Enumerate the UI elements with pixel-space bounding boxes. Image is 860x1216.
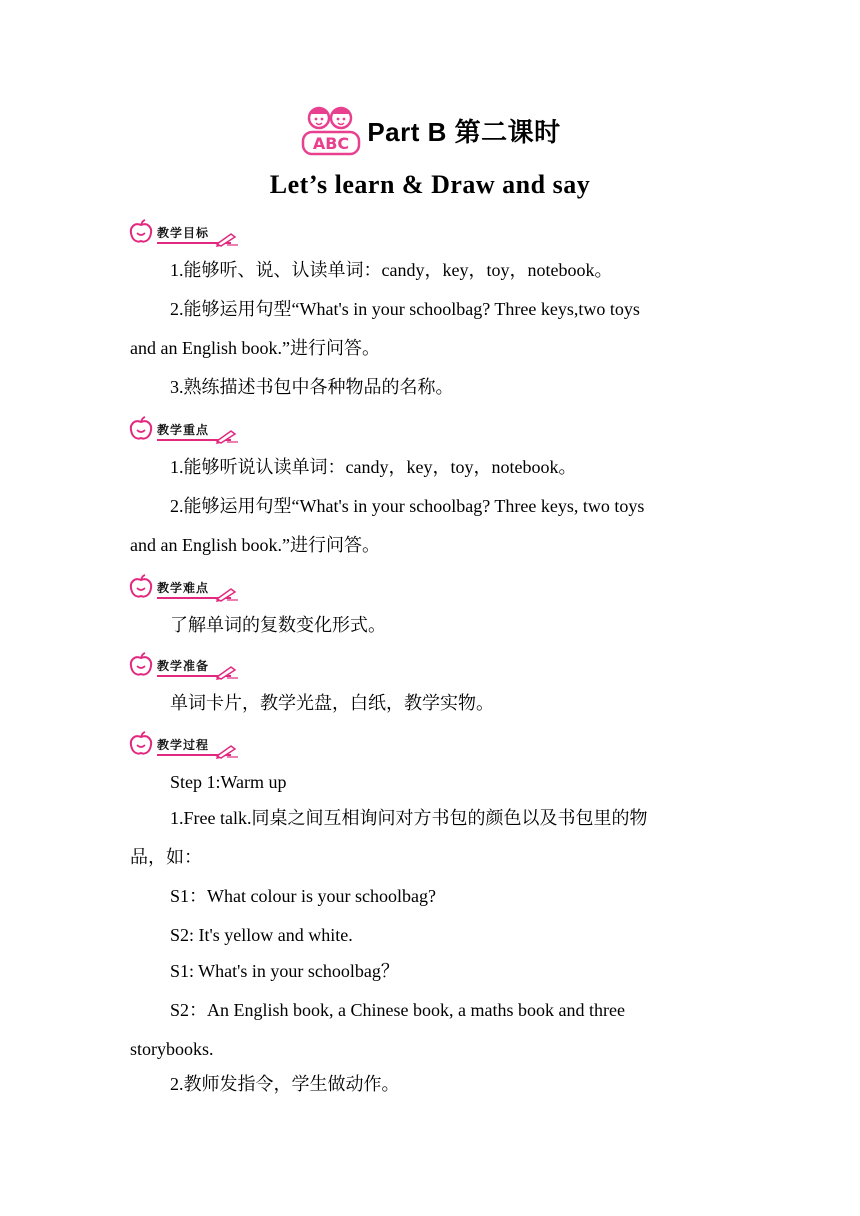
text-line: 单词卡片，教学光盘，白纸，教学实物。 <box>170 693 494 713</box>
text-line: Step 1:Warm up <box>170 772 287 792</box>
text-line: S2: It's yellow and white. <box>170 925 353 945</box>
text-line: 1.能够听、说、认读单词：candy，key，toy，notebook。 <box>170 260 613 280</box>
apple-icon <box>128 219 154 245</box>
section-preparation <box>128 650 239 680</box>
pencil-icon <box>213 586 239 602</box>
page-subtitle: Let’s learn & Draw and say <box>269 170 591 199</box>
text-line: 2.能够运用句型“What's in your schoolbag? Three keys,two toys <box>170 299 640 319</box>
page-title: Part B 第二课时 <box>367 116 561 147</box>
section-title: 教学难点 <box>157 580 210 595</box>
section-process <box>128 729 239 759</box>
text-line: 1.能够听说认读单词：candy，key，toy，notebook。 <box>170 457 577 477</box>
text-line: 了解单词的复数变化形式。 <box>170 615 386 635</box>
apple-icon <box>128 416 154 442</box>
pencil-icon <box>213 231 239 247</box>
text-line: and an English book.”进行问答。 <box>130 535 380 555</box>
apple-icon <box>128 652 154 678</box>
section-objectives <box>128 217 239 247</box>
text-line: and an English book.”进行问答。 <box>130 338 380 358</box>
section-title: 教学准备 <box>157 658 210 673</box>
pencil-icon <box>213 428 239 444</box>
text-line: 1.Free talk.同桌之间互相询问对方书包的颜色以及书包里的物 <box>170 808 648 828</box>
pencil-icon <box>213 743 239 759</box>
text-line: S1：What colour is your schoolbag? <box>170 886 436 906</box>
section-key-points <box>128 414 239 444</box>
section-title: 教学重点 <box>157 422 210 437</box>
text-line: 2.能够运用句型“What's in your schoolbag? Three keys, two toys <box>170 496 645 516</box>
text-line: storybooks. <box>130 1039 214 1059</box>
logo-text: ABC <box>313 134 350 153</box>
section-difficulties <box>128 572 239 602</box>
text-line: 品，如： <box>130 847 202 867</box>
pencil-icon <box>213 664 239 680</box>
apple-icon <box>128 574 154 600</box>
title-row <box>0 102 860 158</box>
section-title: 教学目标 <box>157 225 210 240</box>
section-title: 教学过程 <box>157 737 210 752</box>
text-line: S1: What's in your schoolbag？ <box>170 961 399 981</box>
apple-icon <box>128 731 154 757</box>
text-line: S2：An English book, a Chinese book, a maths book and three <box>170 1000 625 1020</box>
text-line: 3.熟练描述书包中各种物品的名称。 <box>170 377 454 397</box>
abc-kids-logo-icon <box>299 102 363 158</box>
text-line: 2.教师发指令，学生做动作。 <box>170 1074 400 1094</box>
